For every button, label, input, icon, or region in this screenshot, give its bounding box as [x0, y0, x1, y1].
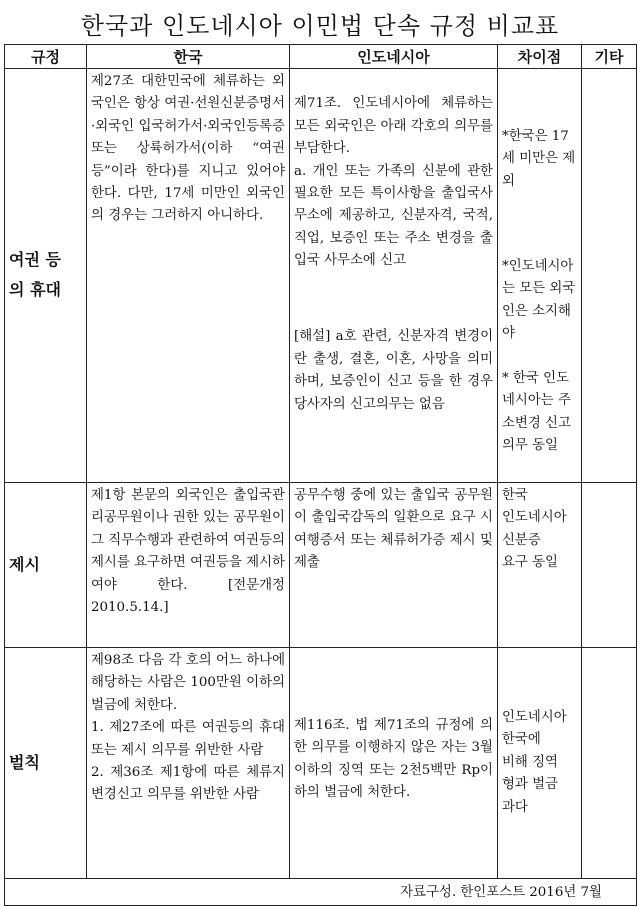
header-difference: 차이점 — [498, 45, 582, 69]
rule-cell: 제시 — [5, 482, 87, 647]
difference-cell — [498, 69, 582, 483]
other-cell — [582, 647, 637, 878]
header-row — [5, 45, 637, 69]
spacer — [502, 215, 577, 233]
difference-cell: 인도네시아 한국에 비해 징역 형과 벌금 과다 — [498, 647, 582, 878]
korea-cell: 제27조 대한민국에 체류하는 외국인은 항상 여권·선원신분증명서·외국인 입국허가서·외국인등록증 또는 상륙허가서(이하 “여권등”이라 한다)를 지니고 있어야 한다. 다만, 17세 미만인 외국인의 경우는 그러하지 아니하다. — [87, 69, 290, 483]
table-row — [5, 647, 637, 878]
spacer — [294, 295, 493, 304]
korea-cell: 제1항 본문의 외국인은 출입국관리공무원이나 권한 있는 공무원이 그 직무수행과 관련하여 여권등의 제시를 요구하면 여권등을 제시하여야 한다. [전문개정 2010.5.14.] — [87, 482, 290, 647]
indonesia-text: 제116조. 법 제71조의 규정에 의한 의무를 이행하지 않은 자는 3월 이하의 징역 또는 2천5백만 Rp이하의 벌금에 처한다. — [294, 717, 493, 800]
other-cell — [582, 69, 637, 483]
difference-text-1: *한국은 17세 미만은 제외 — [502, 128, 576, 189]
spacer — [294, 672, 493, 692]
other-cell — [582, 482, 637, 647]
footer-row — [5, 878, 637, 905]
difference-text-3: * 한국 인도네시아는 주소변경 신고의무 동일 — [502, 370, 571, 454]
indonesia-main-text: 제71조. 인도네시아에 체류하는 모든 외국인은 아래 각호의 의무를 부담한다. a. 개인 또는 가족의 신분에 관한 필요한 모든 특이사항을 출입국사무소에 제공하고, 신분자격, 국적, 직업, 보증인 또는 주소 변경을 출입국 사무소에 신고 — [294, 96, 493, 269]
difference-cell: 한국 인도네시아 신분증 요구 동일 — [498, 482, 582, 647]
spacer — [502, 93, 577, 103]
table-row — [5, 69, 637, 483]
rule-cell: 벌칙 — [5, 647, 87, 878]
header-korea: 한국 — [87, 45, 290, 69]
rule-label: 여권 등 의 휴대 — [9, 250, 61, 300]
indonesia-cell: 공무수행 중에 있는 출입국 공무원이 출입국감독의 일환으로 요구 시 여행증서 또는 체류허가증 제시 및 제출 — [290, 482, 498, 647]
header-indonesia: 인도네시아 — [290, 45, 498, 69]
indonesia-cell — [290, 69, 498, 483]
korea-cell: 제98조 다음 각 호의 어느 하나에 해당하는 사람은 100만원 이하의 벌금에 처한다. 1. 제27조에 따른 여권등의 휴대 또는 제시 의무를 위반한 사람 2. 제36조 제1항에 따른 체류지 변경신고 의무를 위반한 사람 — [87, 647, 290, 878]
table-row — [5, 482, 637, 647]
indonesia-cell — [290, 647, 498, 878]
source-credit: 자료구성. 한인포스트 2016년 7월 — [5, 878, 637, 905]
difference-text-2: *인도네시아는 모든 외국인은 소지해야 — [502, 258, 576, 342]
indonesia-note-text: [해설] a호 관련, 신분자격 변경이란 출생, 결혼, 이혼, 사망을 의미하며, 보증인이 신고 등을 한 경우 당사자의 신고의무는 없음 — [294, 329, 493, 412]
header-other: 기타 — [582, 45, 637, 69]
header-rule: 규정 — [5, 45, 87, 69]
comparison-table — [4, 44, 637, 906]
document-title: 한국과 인도네시아 이민법 단속 규정 비교표 — [80, 12, 560, 40]
rule-cell — [5, 69, 87, 483]
